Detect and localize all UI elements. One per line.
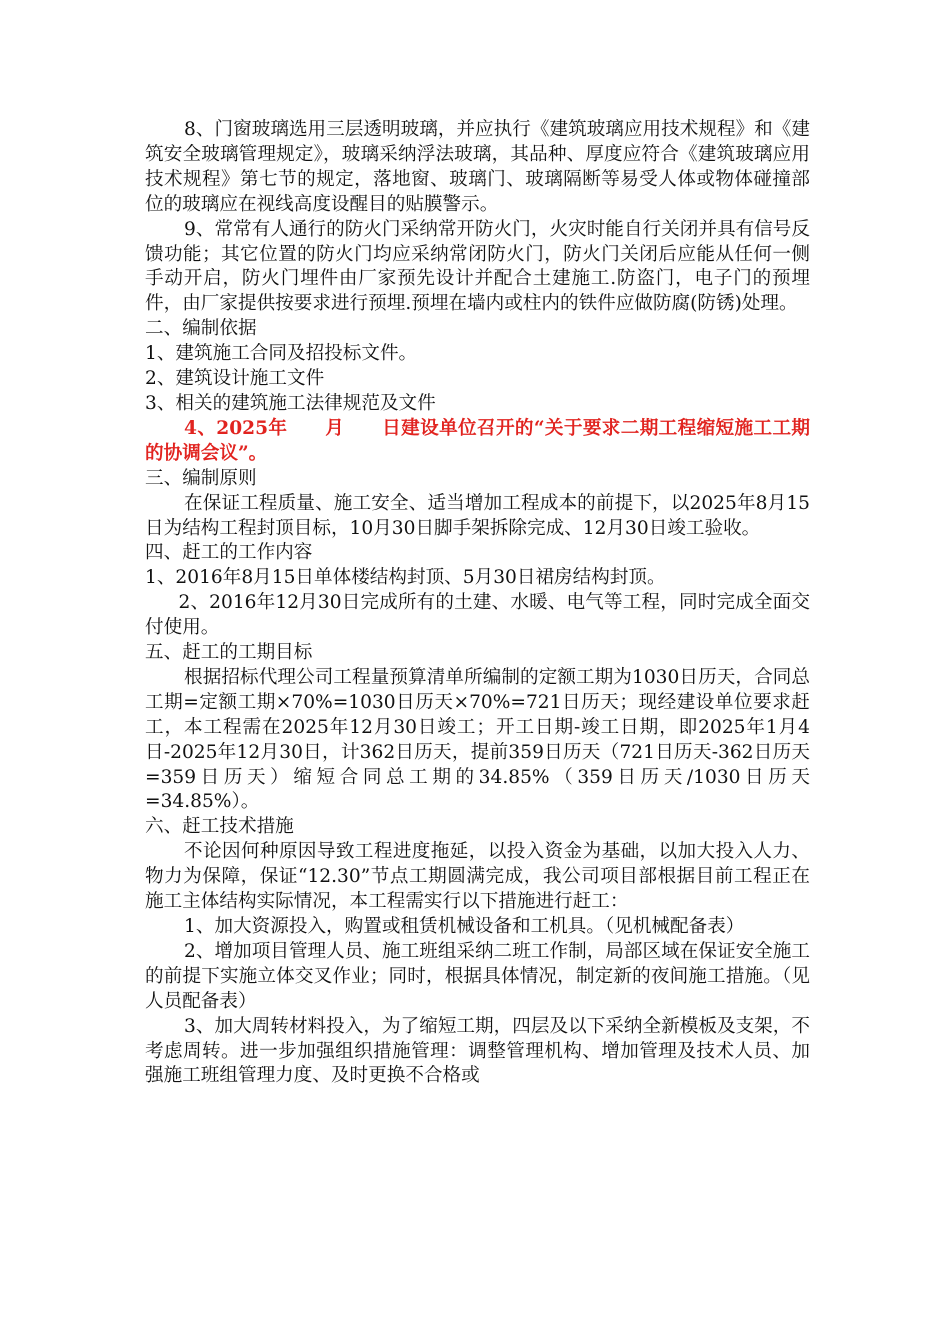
highlighted-list-item: 4、2025年 月 日建设单位召开的“关于要求二期工程缩短施工工期的协调会议”。 — [145, 417, 810, 464]
paragraph-measures-intro: 不论因何种原因导致工程进度拖延，以投入资金为基础，以加大投入人力、物力为保障，保证“12.30”节点工期圆满完成，我公司项目部根据目前工程正在施工主体结构实际情况，本工程需实行以下措施进行赶工： — [145, 841, 810, 913]
paragraph-fire-door: 9、常常有人通行的防火门采纳常开防火门，火灾时能自行关闭并具有信号反馈功能；其它位置的防火门均应采纳常闭防火门，防火门关闭后应能从任何一侧手动开启，防火门埋件由厂家预先设计并配合土建施工.防盗门，电子门的预埋件，由厂家提供按要求进行预埋.预埋在墙内或柱内的铁件应做防腐(防锈)处理。 — [145, 218, 810, 315]
list-item: 3、相关的建筑施工法律规范及文件 — [145, 392, 436, 414]
list-item: 2、2016年12月30日完成所有的土建、水暖、电气等工程，同时完成全面交付使用。 — [145, 592, 810, 639]
paragraph-principles: 在保证工程质量、施工安全、适当增加工程成本的前提下，以2025年8月15日为结构工程封顶目标，10月30日脚手架拆除完成、12月30日竣工验收。 — [145, 492, 810, 539]
list-item: 2、建筑设计施工文件 — [145, 368, 325, 390]
section-heading-principles: 三、编制原则 — [145, 467, 257, 489]
section-heading-schedule-target: 五、赶工的工期目标 — [145, 642, 313, 664]
list-item: 3、加大周转材料投入，为了缩短工期，四层及以下采纳全新模板及支架，不考虑周转。进一步加强组织措施管理：调整管理机构、增加管理及技术人员、加强施工班组管理力度、及时更换不合格或 — [145, 1015, 810, 1087]
section-heading-work-content: 四、赶工的工作内容 — [145, 542, 313, 564]
paragraph-glass: 8、门窗玻璃选用三层透明玻璃，并应执行《建筑玻璃应用技术规程》和《建筑安全玻璃管理规定》，玻璃采纳浮法玻璃，其品种、厚度应符合《建筑玻璃应用技术规程》第七节的规定，落地窗、玻璃门、玻璃隔断等易受人体或物体碰撞部位的玻璃应在视线高度设醒目的贴膜警示。 — [145, 119, 810, 215]
section-heading-technical-measures: 六、赶工技术措施 — [145, 816, 294, 838]
paragraph-schedule: 根据招标代理公司工程量预算清单所编制的定额工期为1030日历天，合同总工期=定额工期×70%=1030日历天×70%=721日历天；现经建设单位要求赶工，本工程需在2025年12月30日竣工；开工日期-竣工日期，即2025年1月4日-2025年12月30日，计362日历天，提前359日历天（721日历天-362日历天=359日历天）缩短合同总工期的34.85%（359日历天/1030日历天=34.85%）。 — [145, 666, 810, 813]
list-item: 2、增加项目管理人员、施工班组采纳二班工作制，局部区域在保证安全施工的前提下实施立体交叉作业；同时，根据具体情况，制定新的夜间施工措施。（见人员配备表） — [145, 940, 810, 1012]
list-item: 1、建筑施工合同及招投标文件。 — [145, 343, 418, 365]
section-heading-basis: 二、编制依据 — [145, 318, 257, 340]
list-item: 1、2016年8月15日单体楼结构封顶、5月30日裙房结构封顶。 — [145, 567, 666, 589]
list-item: 1、加大资源投入，购置或租赁机械设备和工机具。（见机械配备表） — [184, 916, 745, 937]
document-page — [145, 118, 810, 1089]
